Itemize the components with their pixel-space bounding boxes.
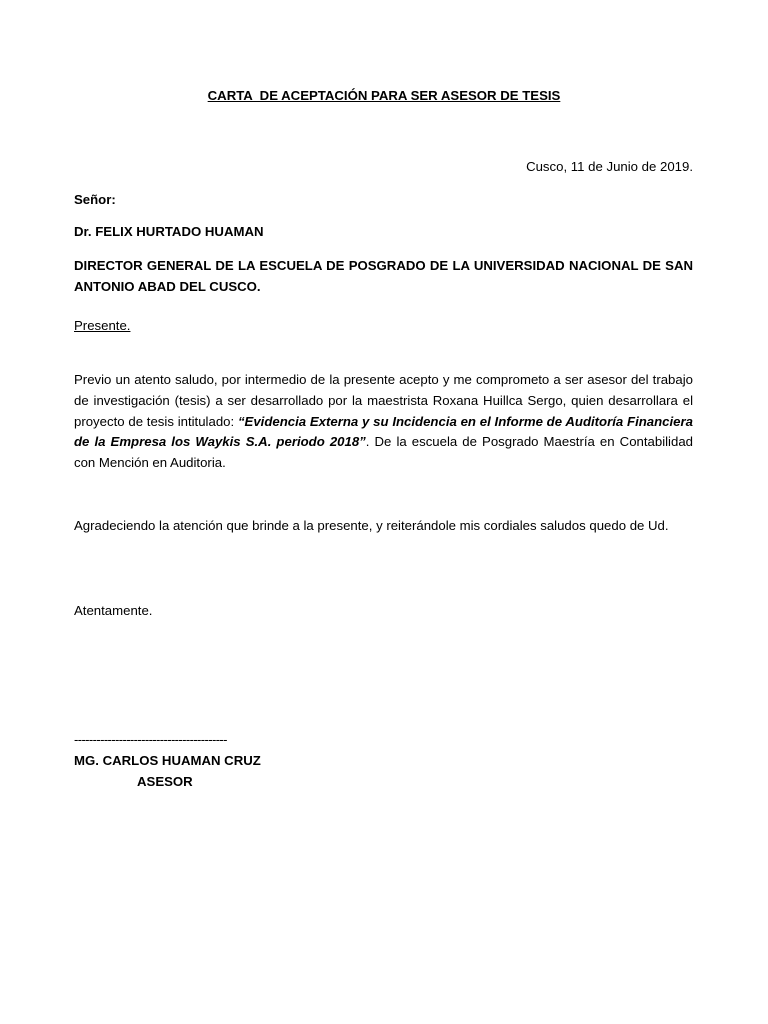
signer-name: MG. CARLOS HUAMAN CRUZ: [74, 753, 261, 768]
presente-label: Presente.: [74, 318, 131, 333]
letter-title: CARTA DE ACEPTACIÓN PARA SER ASESOR DE TESIS: [207, 88, 561, 103]
closing: Atentamente.: [74, 603, 153, 618]
body-paragraph-1: [74, 370, 693, 474]
letter-date: Cusco, 11 de Junio de 2019.: [526, 159, 693, 174]
recipient-position: DIRECTOR GENERAL DE LA ESCUELA DE POSGRADO DE LA UNIVERSIDAD NACIONAL DE SAN ANTONIO ABAD DEL CUSCO.: [74, 258, 693, 294]
recipient-name: Dr. FELIX HURTADO HUAMAN: [74, 224, 264, 239]
signer-role: ASESOR: [137, 774, 193, 789]
body-paragraph-2: Agradeciendo la atención que brinde a la presente, y reiterándole mis cordiales saludos quedo de Ud.: [74, 518, 669, 533]
signature-line: -----------------------------------------: [74, 732, 227, 747]
thesis-title: “Evidencia Externa y su Incidencia en el Informe de Auditoría Financiera de la Empresa los Waykis S.A. periodo 2018”: [74, 413, 693, 450]
body-paragraph-1-text-a: Previo un atento saludo, por intermedio de la presente acepto y me comprometo a ser asesor del trabajo de investigación (tesis) a ser desarrollado por la maestrista Roxana Huillca Sergo, quien desarrollara el proyecto de tesis intitulado:: [74, 372, 693, 429]
body-paragraph-1-text-b: . De la escuela de Posgrado Maestría en Contabilidad con Mención en Auditoria.: [74, 434, 693, 471]
salutation: Señor:: [74, 192, 116, 207]
